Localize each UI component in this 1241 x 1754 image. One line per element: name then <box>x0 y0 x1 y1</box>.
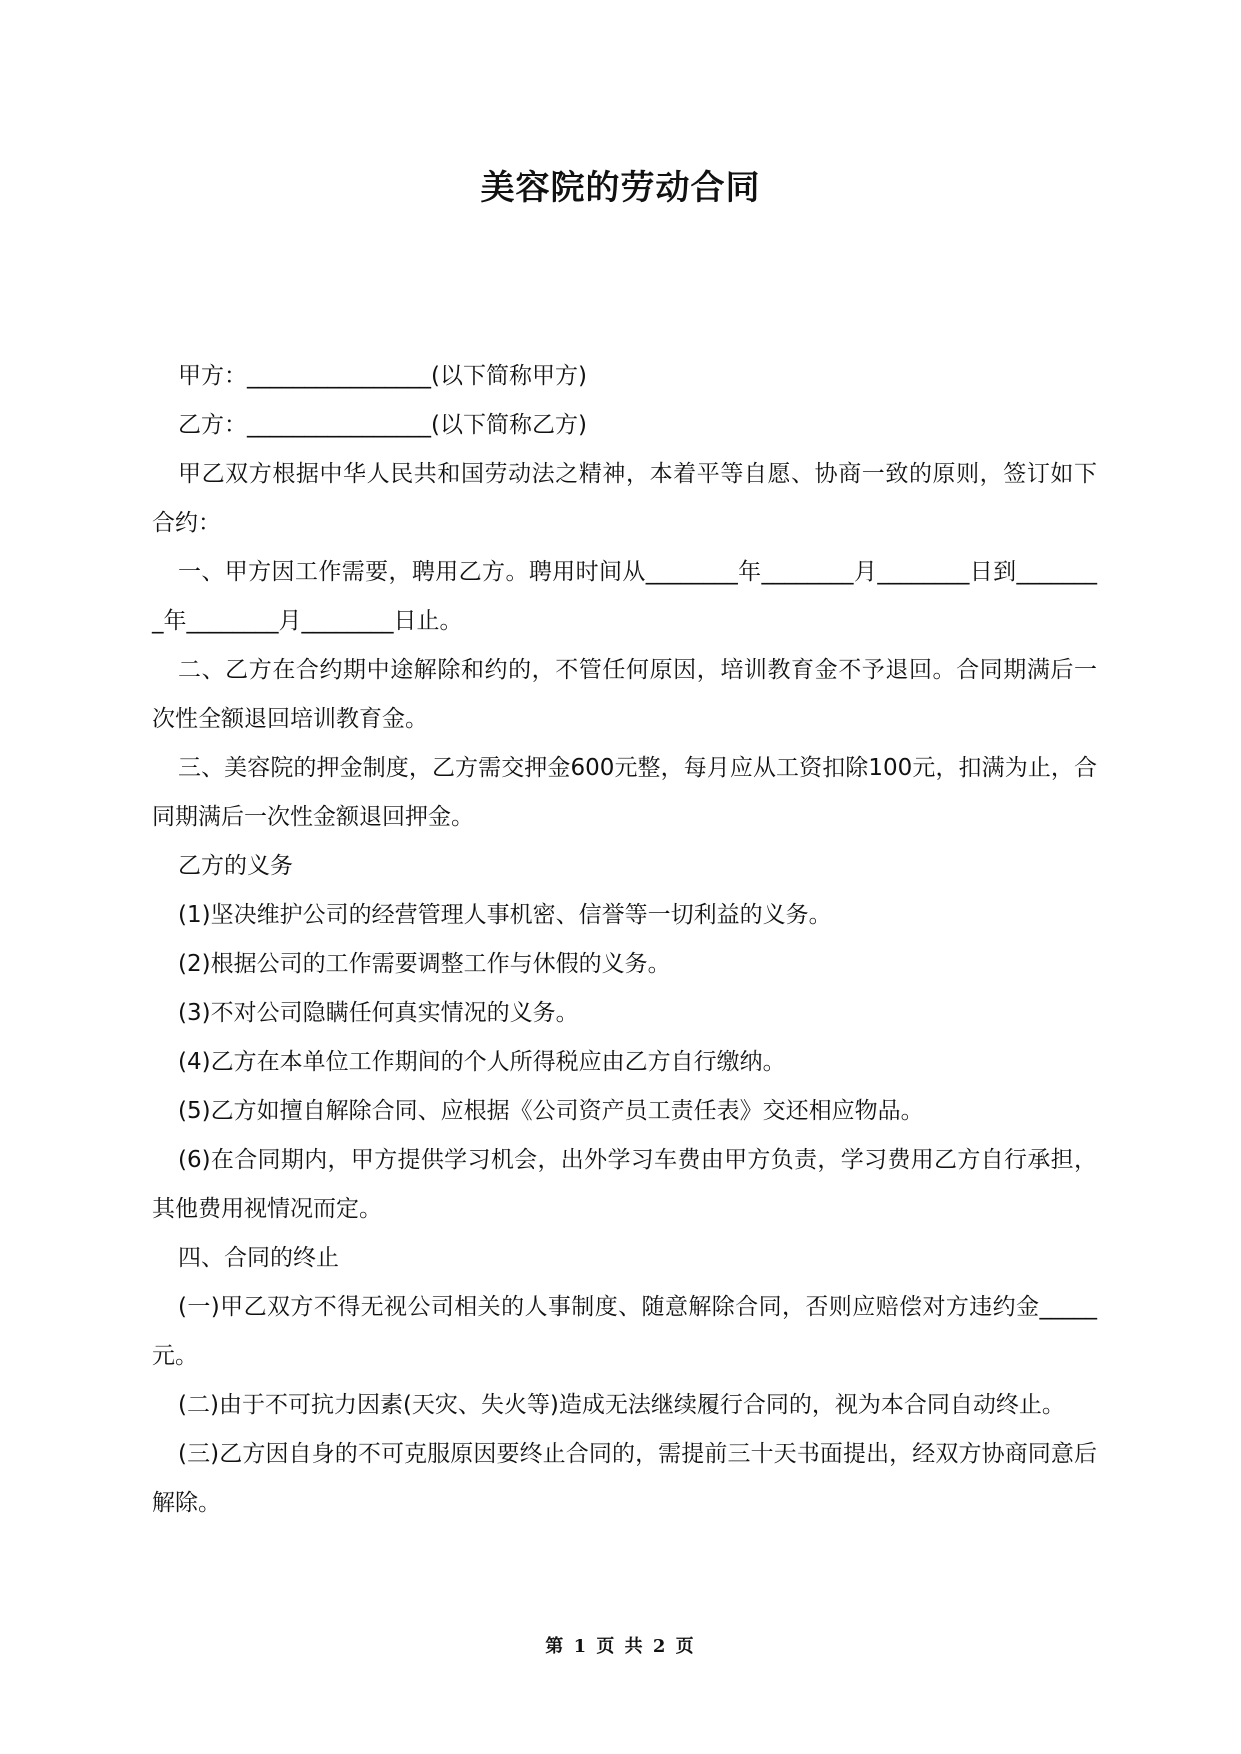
page-footer: 第 1 页 共 2 页 <box>545 1636 696 1657</box>
obligation-item-5: (5)乙方如擅自解除合同、应根据《公司资产员工责任表》交还相应物品。 <box>178 1098 924 1124</box>
termination-item-3: (三)乙方因自身的不可克服原因要终止合同的，需提前三十天书面提出，经双方协商同意后解除。 <box>152 1441 1097 1516</box>
party-b-line: 乙方：________________(以下简称乙方) <box>178 412 587 438</box>
obligation-item-2: (2)根据公司的工作需要调整工作与休假的义务。 <box>178 951 671 977</box>
clause-1: 一、甲方因工作需要，聘用乙方。聘用时间从________年________月________日到________年________月________日止。 <box>152 559 1097 634</box>
obligation-item-1: (1)坚决维护公司的经营管理人事机密、信誉等一切利益的义务。 <box>178 902 832 928</box>
section-heading-termination: 四、合同的终止 <box>178 1245 339 1271</box>
document-title: 美容院的劳动合同 <box>480 168 761 208</box>
obligation-item-3: (3)不对公司隐瞒任何真实情况的义务。 <box>178 1000 579 1026</box>
termination-item-2: (二)由于不可抗力因素(天灾、失火等)造成无法继续履行合同的，视为本合同自动终止。 <box>178 1392 1065 1418</box>
clause-3: 三、美容院的押金制度，乙方需交押金600元整，每月应从工资扣除100元，扣满为止，合同期满后一次性金额退回押金。 <box>152 755 1097 830</box>
party-a-line: 甲方：________________(以下简称甲方) <box>178 363 587 389</box>
section-heading-obligations: 乙方的义务 <box>178 853 293 879</box>
termination-item-1: (一)甲乙双方不得无视公司相关的人事制度、随意解除合同，否则应赔偿对方违约金_____元。 <box>152 1294 1097 1369</box>
obligation-item-6: (6)在合同期内，甲方提供学习机会，出外学习车费由甲方负责，学习费用乙方自行承担，其他费用视情况而定。 <box>152 1147 1097 1222</box>
obligation-item-4: (4)乙方在本单位工作期间的个人所得税应由乙方自行缴纳。 <box>178 1049 786 1075</box>
preamble-paragraph: 甲乙双方根据中华人民共和国劳动法之精神，本着平等自愿、协商一致的原则，签订如下合约： <box>152 461 1097 536</box>
clause-2: 二、乙方在合约期中途解除和约的，不管任何原因，培训教育金不予退回。合同期满后一次性全额退回培训教育金。 <box>152 657 1097 732</box>
document-body <box>152 352 1097 1528</box>
